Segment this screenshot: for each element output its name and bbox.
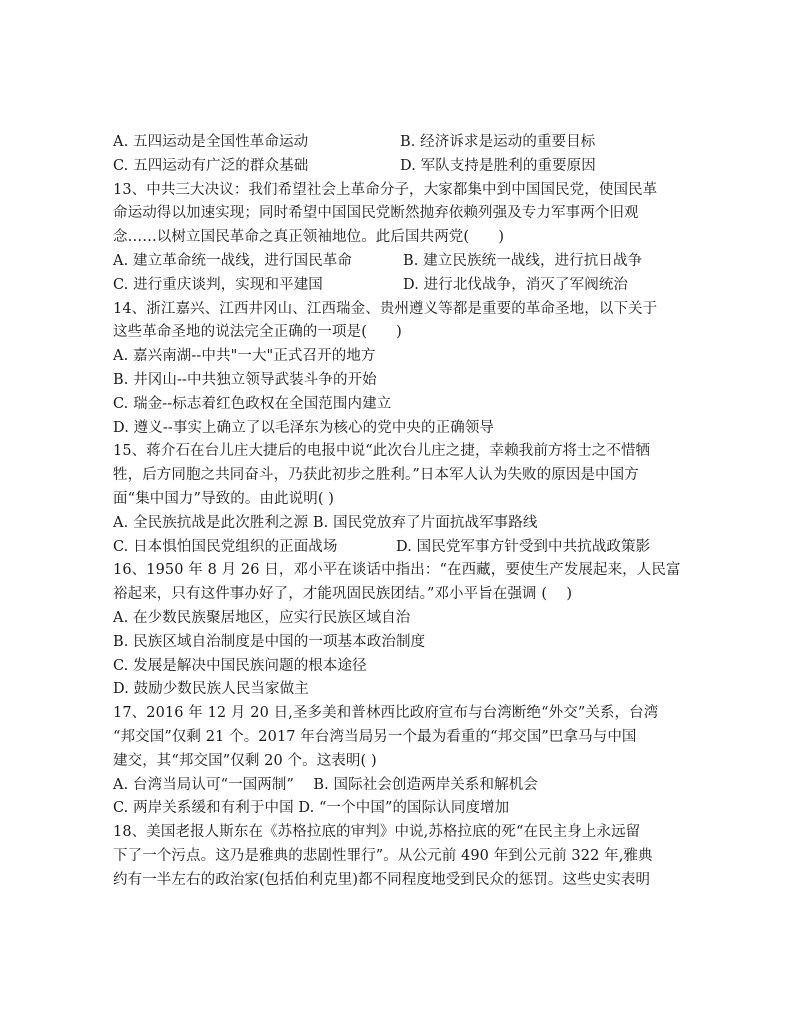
- q17-options-ab[interactable]: A. 台湾当局认可“一国两制” B. 国际社会创造两岸关系和解机会: [113, 776, 538, 793]
- q16-option-a[interactable]: A. 在少数民族聚居地区，应实行民族区域自治: [113, 609, 411, 626]
- q15-option-d[interactable]: D. 国民党军事方针受到中共抗战政策影: [396, 538, 651, 555]
- q12-option-a[interactable]: A. 五四运动是全国性革命运动: [113, 134, 309, 150]
- q18-stem-line-2: 下了一个污点。这乃是雅典的悲剧性罪行”。从公元前 490 年到公元前 322 年,雅典: [113, 847, 653, 864]
- q16-option-c[interactable]: C. 发展是解决中国民族问题的根本途径: [113, 657, 367, 674]
- q14-option-b[interactable]: B. 井冈山--中共独立领导武装斗争的开始: [113, 371, 377, 388]
- q15-option-c[interactable]: C. 日本惧怕国民党组织的正面战场: [113, 538, 338, 555]
- q13-stem-line-3: 念……以树立国民革命之真正领袖地位。此后国共两党( ): [113, 229, 505, 246]
- q13-option-a[interactable]: A. 建立革命统一战线，进行国民革命: [113, 252, 352, 269]
- q12-options-row-1: [113, 131, 683, 155]
- q13-stem-line-1: 13、中共三大决议：我们希望社会上革命分子，大家都集中到中国国民党，使国民革: [113, 181, 658, 198]
- q18-stem-line-1: 18、美国老报人斯东在《苏格拉底的审判》中说,苏格拉底的死“在民主身上永远留: [113, 824, 641, 841]
- q15-options-row-2: [113, 536, 683, 560]
- q16-stem-line-2: 裕起来，只有这件事办好了，才能巩固民族团结。”邓小平旨在强调 ( ): [113, 586, 573, 603]
- q14-option-c[interactable]: C. 瑞金--标志着红色政权在全国范围内建立: [113, 395, 392, 412]
- q17-stem-line-1: 17、2016 年 12 月 20 日,圣多美和普林西比政府宣布与台湾断绝“外交”关系，台湾: [113, 705, 659, 722]
- q13-option-b[interactable]: B. 建立民族统一战线，进行抗日战争: [403, 252, 643, 269]
- q12-option-c[interactable]: C. 五四运动有广泛的群众基础: [113, 157, 309, 174]
- q13-options-row-2: [113, 274, 683, 298]
- q18-stem-line-3: 约有一半左右的政治家(包括伯利克里)都不同程度地受到民众的惩罚。这些史实表明: [113, 871, 651, 888]
- question-content: [113, 131, 683, 893]
- q14-stem-line-1: 14、浙江嘉兴、江西井冈山、江西瑞金、贵州遵义等都是重要的革命圣地，以下关于: [113, 300, 658, 317]
- q16-option-d[interactable]: D. 鼓励少数民族人民当家做主: [113, 681, 309, 698]
- q12-option-b[interactable]: B. 经济诉求是运动的重要目标: [400, 134, 596, 150]
- q15-stem-line-2: 牲，后方同胞之共同奋斗，乃获此初步之胜利。”日本军人认为失败的原因是中国方: [113, 467, 639, 484]
- q15-stem-line-3: 面“集中国力”导致的。由此说明( ): [113, 490, 335, 507]
- q14-option-a[interactable]: A. 嘉兴南湖--中共"一大"正式召开的地方: [113, 348, 376, 365]
- q13-option-d[interactable]: D. 进行北伐战争，消灭了军阀统治: [403, 276, 629, 293]
- q12-option-d[interactable]: D. 军队支持是胜利的重要原因: [400, 157, 596, 174]
- q17-stem-line-3: 建交，其“邦交国”仅剩 20 个。这表明( ): [113, 752, 377, 769]
- q14-option-d[interactable]: D. 遵义--事实上确立了以毛泽东为核心的党中央的正确领导: [113, 419, 495, 436]
- q12-options-row-2: [113, 155, 683, 179]
- q16-stem-line-1: 16、1950 年 8 月 26 日，邓小平在谈话中指出：“在西藏，要使生产发展起来，人民富: [113, 562, 681, 579]
- q15-options-ab[interactable]: A. 全民族抗战是此次胜利之源 B. 国民党放弃了片面抗战军事路线: [113, 514, 538, 531]
- q17-stem-line-2: “邦交国”仅剩 21 个。2017 年台湾当局另一个最为看重的“邦交国”巴拿马与中国: [113, 728, 637, 745]
- q17-options-cd[interactable]: C. 两岸关系缓和有利于中国 D. “一个中国”的国际认同度增加: [113, 800, 510, 817]
- q13-stem-line-2: 命运动得以加速实现；同时希望中国国民党断然抛弃依赖列强及专力军事两个旧观: [113, 205, 639, 222]
- q16-option-b[interactable]: B. 民族区域自治制度是中国的一项基本政治制度: [113, 633, 426, 650]
- q13-options-row-1: [113, 250, 683, 274]
- q14-stem-line-2: 这些革命圣地的说法完全正确的一项是( ): [113, 324, 402, 341]
- q15-stem-line-1: 15、蒋介石在台儿庄大捷后的电报中说“此次台儿庄之捷，幸赖我前方将士之不惜牺: [113, 443, 651, 460]
- q13-option-c[interactable]: C. 进行重庆谈判，实现和平建国: [113, 276, 323, 293]
